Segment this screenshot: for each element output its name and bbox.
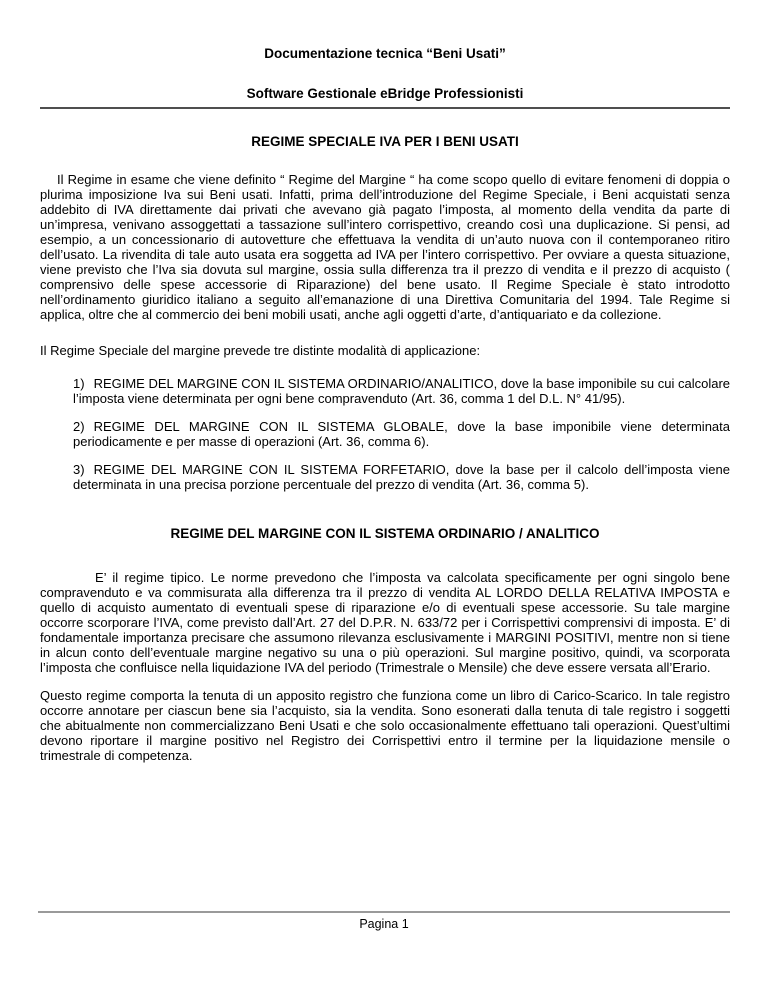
modes-intro-paragraph: Il Regime Speciale del margine prevede tre distinte modalità di applicazione: — [40, 343, 481, 358]
section-title: REGIME DEL MARGINE CON IL SISTEMA ORDINARIO / ANALITICO — [170, 526, 600, 541]
list-item-number: 2) — [73, 419, 85, 434]
footer-divider — [38, 911, 730, 913]
document-header — [40, 46, 730, 109]
list-item — [73, 462, 730, 492]
section-paragraph: E’ il regime tipico. Le norme prevedono che l’imposta va calcolata specificamente per ogni singolo bene compravenduto e va commisurata alla differenza tra il prezzo di vendita AL LORDO DELLA RELATIVA IMPOSTA e quello di acquisto aumentato di eventuali spese di riparazione e/o di eventuali spese accessorie. Su tale margine occorre scorporare l’IVA, come previsto dall’Art. 27 del D.P.R. N. 633/72 per i Corrispettivi comprensivi di imposta. E’ di fondamentale importanza precisare che assumono rilevanza esclusivamente i MARGINI POSITIVI, mentre non si tiene in alcun conto dell’eventuale margine negativo su una o più operazioni. Sul margine positivo, quindi, va scorporata l’imposta che confluisce nella liquidazione IVA del periodo (Trimestrale o Mensile) che deve essere versata all’Erario. — [40, 570, 730, 675]
header-subtitle-line: Software Gestionale eBridge Professionisti — [246, 86, 524, 101]
list-item — [73, 376, 730, 406]
list-item-text: REGIME DEL MARGINE CON IL SISTEMA ORDINARIO/ANALITICO, dove la base imponibile su cui calcolare l’imposta viene determinata per ogni bene compravenduto (Art. 36, comma 1 del D.L. N° 41/95). — [73, 376, 730, 406]
list-item — [73, 419, 730, 449]
header-title-line: Documentazione tecnica “Beni Usati” — [264, 46, 506, 61]
page-number: Pagina 1 — [359, 917, 409, 931]
list-item-text: REGIME DEL MARGINE CON IL SISTEMA FORFETARIO, dove la base per il calcolo dell’imposta viene determinata in una precisa porzione percentuale del prezzo di vendita (Art. 36, comma 5). — [73, 462, 730, 492]
section-paragraph: Questo regime comporta la tenuta di un apposito registro che funziona come un libro di Carico-Scarico. In tale registro occorre annotare per ciascun bene sia l’acquisto, sia la vendita. Sono esonerati dalla tenuta di tale registro i soggetti che abitualmente non commercializzano Beni Usati e che solo occasionalmente effettuano tali operazioni. Quest’ultimi devono riportare il margine positivo nel Registro dei Corrispettivi entro il termine per la liquidazione mensile o trimestrale di competenza. — [40, 688, 730, 763]
page-footer — [38, 911, 730, 932]
page-title: REGIME SPECIALE IVA PER I BENI USATI — [251, 134, 519, 149]
list-item-number: 1) — [73, 376, 85, 391]
list-item-text: REGIME DEL MARGINE CON IL SISTEMA GLOBALE, dove la base imponibile viene determinata periodicamente e per masse di operazioni (Art. 36, comma 6). — [73, 419, 730, 449]
intro-paragraph: Il Regime in esame che viene definito “ Regime del Margine “ ha come scopo quello di evitare fenomeni di doppia o plurima imposizione Iva sui Beni usati. Infatti, prima dell’introduzione del Regime Speciale, i Beni acquistati senza addebito di IVA direttamente dai privati che avevano già pagato l’imposta, al momento della vendita da parte di un’impresa, venivano assoggettati a tassazione sull’intero corrispettivo, creando così una duplicazione. Si pensi, ad esempio, a un concessionario di autovetture che effettuava la vendita di un’auto nuova con il contemporaneo ritiro dell’usato. La rivendita di tale auto usata era soggetta ad IVA per l’intero corrispettivo. Per ovviare a questa situazione, viene previsto che l’Iva sia dovuta sul margine, ossia sulla differenza tra il prezzo di vendita e il prezzo di acquisto ( comprensivo delle spese accessorie di Riparazione) del bene usato. Il Regime Speciale è stato introdotto nell’ordinamento giuridico italiano a seguito all’emanazione di una Direttiva Comunitaria del 1994. Tale Regime si applica, oltre che al commercio dei beni mobili usati, anche agli oggetti d’arte, d’antiquariato e da collezione. — [40, 172, 730, 322]
header-divider — [40, 107, 730, 109]
list-item-number: 3) — [73, 462, 85, 477]
